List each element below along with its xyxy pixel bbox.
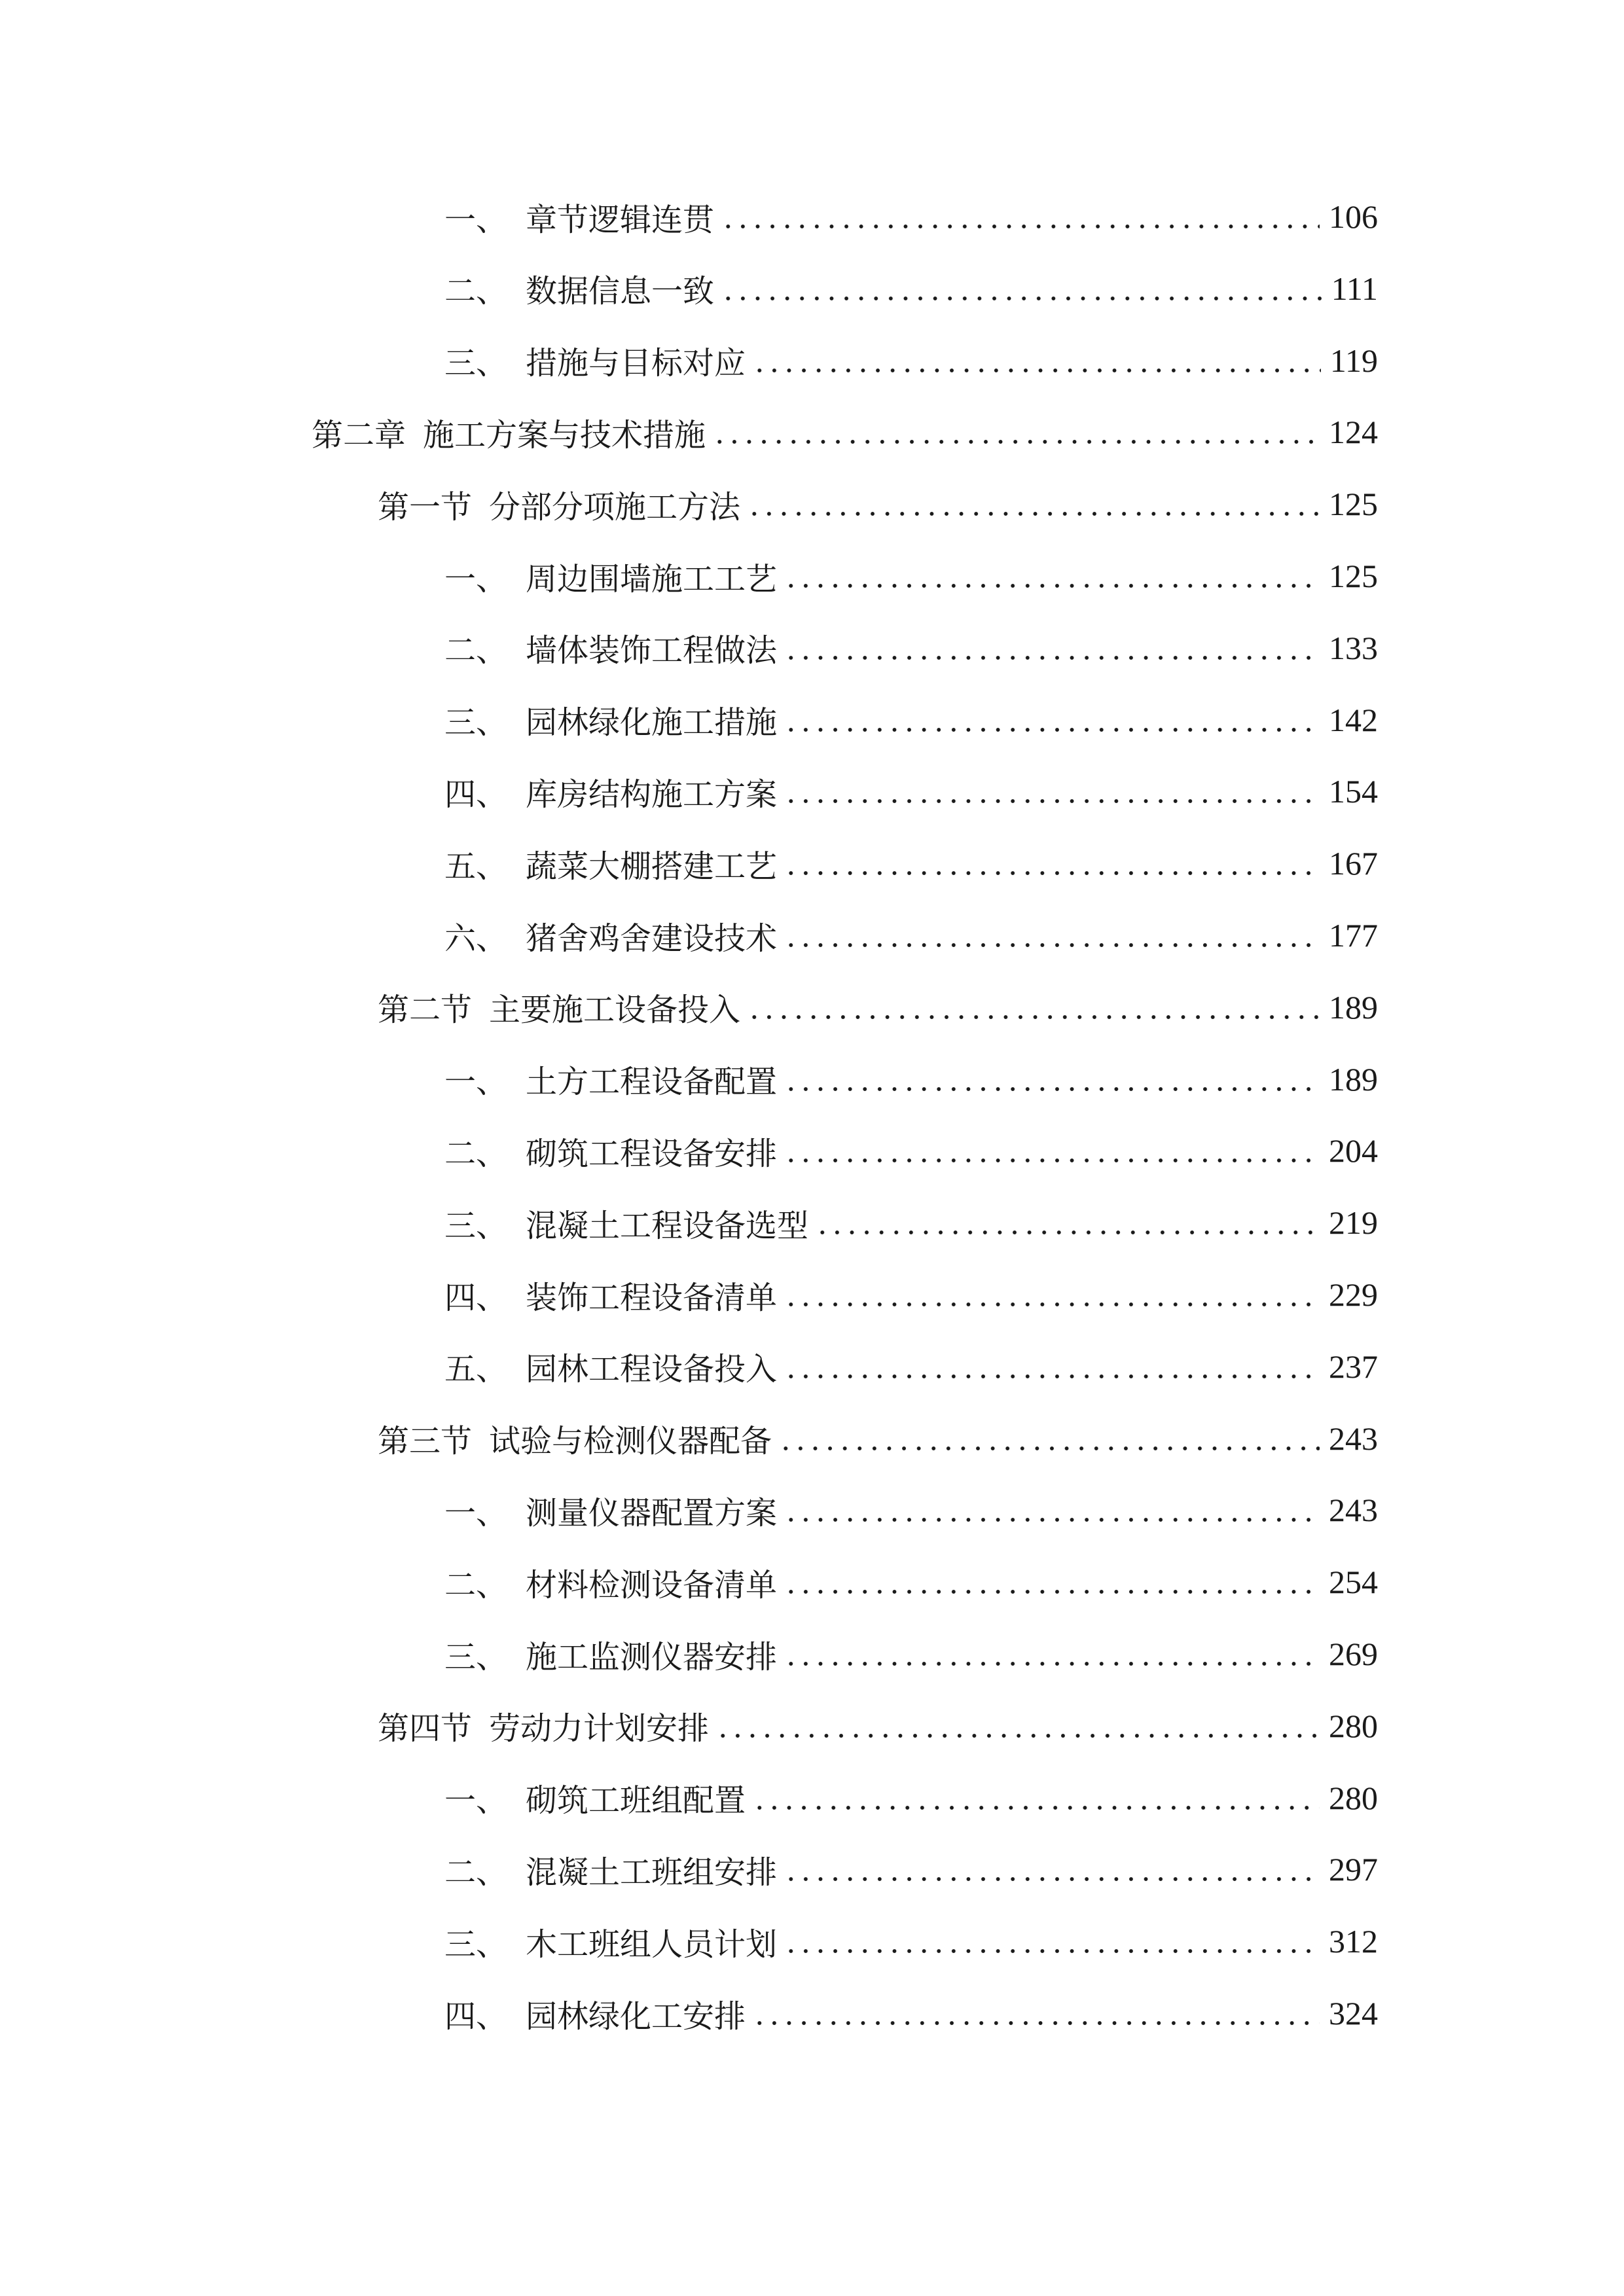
dot-leader	[752, 1998, 1320, 2029]
toc-entry-page: 125	[1329, 558, 1378, 594]
toc-entry-page: 125	[1329, 486, 1378, 523]
toc-entry-number: 三、	[444, 1207, 508, 1244]
dot-leader	[784, 1854, 1320, 1885]
toc-entry[interactable]	[444, 1115, 1378, 1187]
toc-entry-page: 167	[1329, 845, 1378, 882]
toc-entry-title: 试验与检测仪器配备	[489, 1423, 772, 1460]
toc-entry[interactable]	[444, 1259, 1378, 1331]
toc-entry-title: 墙体装饰工程做法	[526, 632, 778, 670]
toc-entry-page: 297	[1329, 1851, 1378, 1888]
toc-entry-page: 189	[1329, 1060, 1378, 1098]
toc-entry-title: 测量仪器配置方案	[526, 1494, 778, 1532]
toc-entry-page: 219	[1329, 1204, 1378, 1242]
toc-entry[interactable]	[378, 1690, 1378, 1762]
toc-entry-number: 四、	[444, 1279, 508, 1316]
dot-leader	[778, 1423, 1320, 1454]
toc-entry-page: 229	[1329, 1276, 1378, 1313]
toc-entry-page: 106	[1329, 198, 1378, 235]
toc-entry-page: 124	[1329, 414, 1378, 451]
toc-entry-title: 措施与目标对应	[526, 345, 746, 382]
dot-leader	[747, 488, 1320, 520]
toc-entry-number: 一、	[444, 1494, 508, 1532]
dot-leader	[712, 416, 1320, 448]
dot-leader	[784, 632, 1320, 664]
toc-entry-number: 二、	[444, 1135, 508, 1172]
toc-entry[interactable]	[444, 1977, 1378, 2049]
toc-entry[interactable]	[378, 468, 1378, 540]
dot-leader	[784, 704, 1320, 736]
toc-entry-title: 施工监测仪器安排	[526, 1638, 778, 1676]
toc-entry-page: 177	[1329, 917, 1378, 954]
dot-leader	[784, 1926, 1320, 1957]
dot-leader	[721, 201, 1320, 232]
toc-entry-page: 154	[1329, 773, 1378, 810]
toc-entry-title: 施工方案与技术措施	[423, 416, 706, 454]
dot-leader	[784, 776, 1320, 807]
toc-entry-number: 一、	[444, 560, 508, 598]
toc-entry-number: 一、	[444, 201, 508, 238]
dot-leader	[784, 1566, 1320, 1598]
toc-entry-page: 243	[1329, 1420, 1378, 1457]
toc-entry-number: 第二节	[378, 992, 473, 1029]
toc-entry-number: 第三节	[378, 1423, 473, 1460]
toc-entry[interactable]	[444, 1618, 1378, 1690]
dot-leader	[721, 273, 1322, 304]
toc-entry-number: 六、	[444, 920, 508, 957]
toc-entry[interactable]	[444, 755, 1378, 827]
dot-leader	[784, 1494, 1320, 1526]
toc-entry[interactable]	[444, 827, 1378, 899]
toc-entry-title: 混凝土工班组安排	[526, 1854, 778, 1891]
toc-entry-page: 269	[1329, 1636, 1378, 1672]
toc-entry-title: 库房结构施工方案	[526, 776, 778, 813]
toc-entry[interactable]	[444, 899, 1378, 971]
toc-entry[interactable]	[444, 1762, 1378, 1834]
dot-leader	[784, 1279, 1320, 1310]
toc-entry-page: 237	[1329, 1348, 1378, 1385]
toc-entry-page: 280	[1329, 1707, 1378, 1744]
toc-entry-title: 猪舍鸡舍建设技术	[526, 920, 778, 957]
toc-entry-title: 混凝土工程设备选型	[526, 1207, 809, 1244]
toc-entry[interactable]	[378, 971, 1378, 1043]
toc-entry-number: 一、	[444, 1782, 508, 1820]
toc-entry[interactable]	[444, 325, 1378, 397]
toc-entry-number: 第二章	[312, 416, 406, 454]
toc-entry-title: 园林绿化工安排	[526, 1998, 746, 2035]
toc-entry-title: 砌筑工班组配置	[526, 1782, 746, 1820]
toc-entry[interactable]	[444, 1905, 1378, 1977]
dot-leader	[752, 345, 1321, 376]
toc-entry-page: 312	[1329, 1923, 1378, 1960]
toc-entry-number: 第四节	[378, 1710, 473, 1748]
toc-entry-title: 砌筑工程设备安排	[526, 1135, 778, 1172]
toc-entry-title: 劳动力计划安排	[489, 1710, 710, 1748]
toc-entry[interactable]	[444, 1043, 1378, 1115]
toc-entry-number: 二、	[444, 1566, 508, 1604]
toc-entry-number: 第一节	[378, 488, 473, 526]
toc-entry-title: 园林工程设备投入	[526, 1351, 778, 1388]
toc-entry-number: 三、	[444, 704, 508, 742]
toc-entry-title: 土方工程设备配置	[526, 1064, 778, 1101]
toc-entry-number: 三、	[444, 1926, 508, 1963]
toc-entry-number: 四、	[444, 1998, 508, 2035]
dot-leader	[815, 1207, 1320, 1238]
dot-leader	[784, 1064, 1320, 1095]
toc-entry[interactable]	[444, 540, 1378, 612]
toc-entry-page: 142	[1329, 701, 1378, 738]
toc-entry-title: 材料检测设备清单	[526, 1566, 778, 1604]
toc-entry-title: 装饰工程设备清单	[526, 1279, 778, 1316]
dot-leader	[784, 848, 1320, 879]
toc-entry-title: 周边围墙施工工艺	[526, 560, 778, 598]
dot-leader	[752, 1782, 1320, 1814]
toc-entry-page: 254	[1329, 1564, 1378, 1601]
toc-entry-page: 133	[1329, 629, 1378, 666]
toc-entry-number: 二、	[444, 632, 508, 670]
toc-entry-number: 四、	[444, 776, 508, 813]
toc-entry-title: 主要施工设备投入	[489, 992, 741, 1029]
toc-entry[interactable]	[378, 1403, 1378, 1475]
toc-entry[interactable]	[444, 1187, 1378, 1259]
toc-entry[interactable]	[444, 684, 1378, 756]
toc-entry-number: 五、	[444, 848, 508, 885]
dot-leader	[784, 1638, 1320, 1670]
toc-entry[interactable]	[444, 253, 1378, 325]
toc-entry[interactable]	[444, 612, 1378, 684]
dot-leader	[715, 1710, 1320, 1742]
toc-entry[interactable]	[444, 1833, 1378, 1905]
toc-entry-page: 324	[1329, 1995, 1378, 2032]
toc-entry-title: 分部分项施工方法	[489, 488, 741, 526]
toc-entry-page: 204	[1329, 1132, 1378, 1170]
toc-entry-page: 111	[1331, 270, 1378, 307]
dot-leader	[784, 560, 1320, 592]
toc-entry-number: 三、	[444, 345, 508, 382]
toc-entry[interactable]	[312, 396, 1378, 468]
toc-entry[interactable]	[444, 1474, 1378, 1546]
toc-entry-page: 280	[1329, 1779, 1378, 1816]
dot-leader	[784, 1135, 1320, 1166]
toc-entry-page: 119	[1329, 342, 1378, 379]
toc-entry-title: 章节逻辑连贯	[526, 201, 715, 238]
toc-entry-page: 243	[1329, 1492, 1378, 1529]
toc-entry-title: 园林绿化施工措施	[526, 704, 778, 742]
toc-entry-number: 二、	[444, 273, 508, 310]
toc-entry-page: 189	[1329, 988, 1378, 1026]
toc-entry-title: 木工班组人员计划	[526, 1926, 778, 1963]
dot-leader	[784, 1351, 1320, 1382]
dot-leader	[747, 992, 1320, 1023]
toc-entry-title: 数据信息一致	[526, 273, 715, 310]
toc-entry[interactable]	[444, 1546, 1378, 1618]
toc-entry[interactable]	[444, 181, 1378, 253]
dot-leader	[784, 920, 1320, 951]
toc-entry-number: 五、	[444, 1351, 508, 1388]
toc-entry-title: 蔬菜大棚搭建工艺	[526, 848, 778, 885]
toc-entry[interactable]	[444, 1331, 1378, 1403]
toc-entry-number: 三、	[444, 1638, 508, 1676]
toc-entry-number: 二、	[444, 1854, 508, 1891]
toc-entry-number: 一、	[444, 1064, 508, 1101]
